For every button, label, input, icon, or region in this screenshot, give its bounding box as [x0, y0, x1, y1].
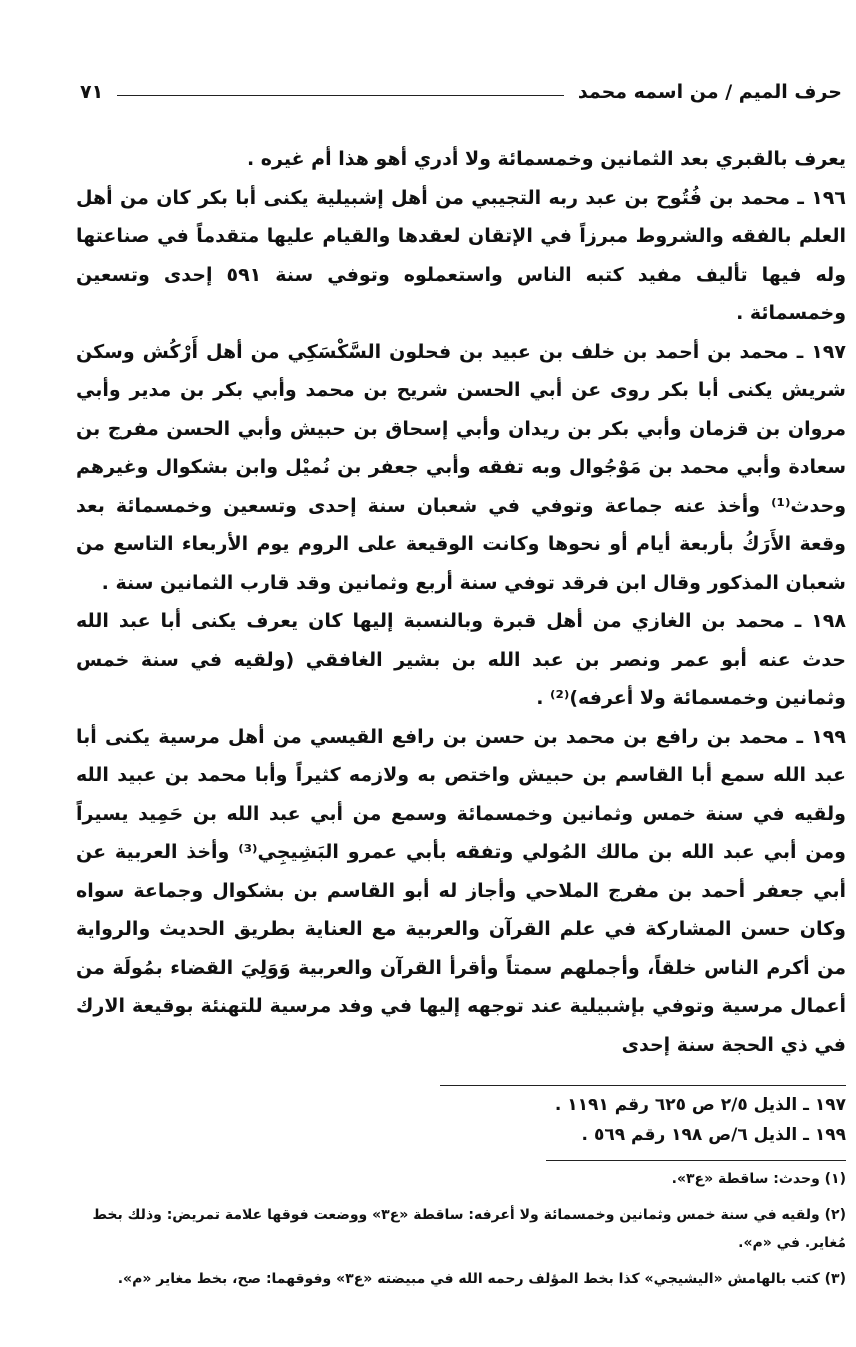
header-title: حرف الميم / من اسمه محمد — [577, 81, 842, 103]
entry-198: ١٩٨ ـ محمد بن الغازي من أهل قبرة وبالنسبة إليها كان يعرف يكنى أبا عبد الله حدث عنه أبو عمر ونصر بن عبد الله بن بشير الغافقي (ولقيه في سنة خمس وثمانين وخمسمائة ولا أعرفه)⁽²⁾ . — [76, 610, 846, 709]
entry-197: ١٩٧ ـ محمد بن أحمد بن خلف بن عبيد بن فحلون السَّكْسَكِي من أهل أَرْكُش وسكن شريش يكنى أبا بكر روى عن أبي الحسن شريح بن محمد وأبي بكر بن مدير وأبي مروان بن قزمان وأبي بكر بن ريدان وأبي إسحاق بن حبيش وأبي الحسن مفرج بن سعادة وأبي محمد بن مَوْجُوال وبه تفقه وأبي جعفر بن نُميْل وابن بشكوال وغيرهم وحدث⁽¹⁾ وأخذ عنه جماعة وتوفي في شعبان سنة إحدى وتسعين وخمسمائة بعد وقعة الأَرَكُ بأربعة أيام أو نحوها وكانت الوقيعة على الروم يوم الأربعاء التاسع من شعبان المذكور وقال ابن فرقد توفي سنة أربع وثمانين وقد قارب الثمانين سنة . — [76, 340, 846, 594]
footnote: (٢) ولقيه في سنة خمس وثمانين وخمسمائة ولا أعرفه: ساقطة «ع٣» ووضعت فوقها علامة تمريض: وذلك بخط مُغاير. في «م». — [92, 1207, 846, 1251]
footnote-rule — [546, 1160, 846, 1161]
footnotes-block — [76, 1160, 846, 1301]
entry-199: ١٩٩ ـ محمد بن رافع بن محمد بن حسن بن رافع القيسي من أهل مرسية يكنى أبا عبد الله سمع أبا القاسم بن حبيش واختص به ولازمه كثيراً وأبا محمد بن عبيد الله ولقيه في سنة خمس وثمانين وخمسمائة وسمع من أبي عبد الله بن حَمِيد يسيراً ومن أبي عبد الله بن مالك المُولي وتفقه بأبي عمرو البَشِيجِي⁽³⁾ وأخذ العربية عن أبي جعفر أحمد بن مفرج الملاحي وأجاز له أبو القاسم بن بشكوال وجماعة سواه وكان حسن المشاركة في علم القرآن والعربية مع العناية بطريق الحديث والرواية من أكرم الناس خلقاً، وأجملهم سمتاً وأقرأ القرآن والعربية وَوَلِيَ القضاء بمُولَة من أعمال مرسية وتوفي بإشبيلية عند توجهه إليها في وفد مرسية للتهنئة بوقيعة الارك في ذي الحجة سنة إحدى — [76, 725, 846, 1056]
header-rule — [117, 95, 564, 96]
paragraph: يعرف بالقبري بعد الثمانين وخمسمائة ولا أدري أهو هذا أم غيره . — [246, 148, 846, 170]
source-line: ١٩٩ ـ الذيل ٦/ص ١٩٨ رقم ٥٦٩ . — [581, 1125, 846, 1145]
sources-block — [440, 1085, 846, 1150]
footnote: (١) وحدث: ساقطة «ع٣». — [671, 1171, 846, 1187]
running-header — [80, 76, 842, 108]
source-line: ١٩٧ ـ الذيل ٢/٥ ص ٦٢٥ رقم ١١٩١ . — [554, 1095, 846, 1115]
footnote: (٣) كتب بالهامش «اليشيجي» كذا بخط المؤلف رحمه الله في مبيضته «ع٣» وفوقهما: صح، بخط مغاير «م». — [117, 1271, 846, 1287]
page-number: ٧١ — [80, 81, 104, 103]
entry-196: ١٩٦ ـ محمد بن فُتُوح بن عبد ربه التجيبي من أهل إشبيلية يكنى أبا بكر كان من أهل العلم بالفقه والشروط مبرزاً في الإتقان لعقدها والقيام عليها متقدماً في صناعتها وله فيها تأليف مفيد كتبه الناس واستعملوه وتوفي سنة ٥٩١ إحدى وتسعين وخمسمائة . — [76, 186, 847, 324]
main-text — [76, 140, 846, 1064]
